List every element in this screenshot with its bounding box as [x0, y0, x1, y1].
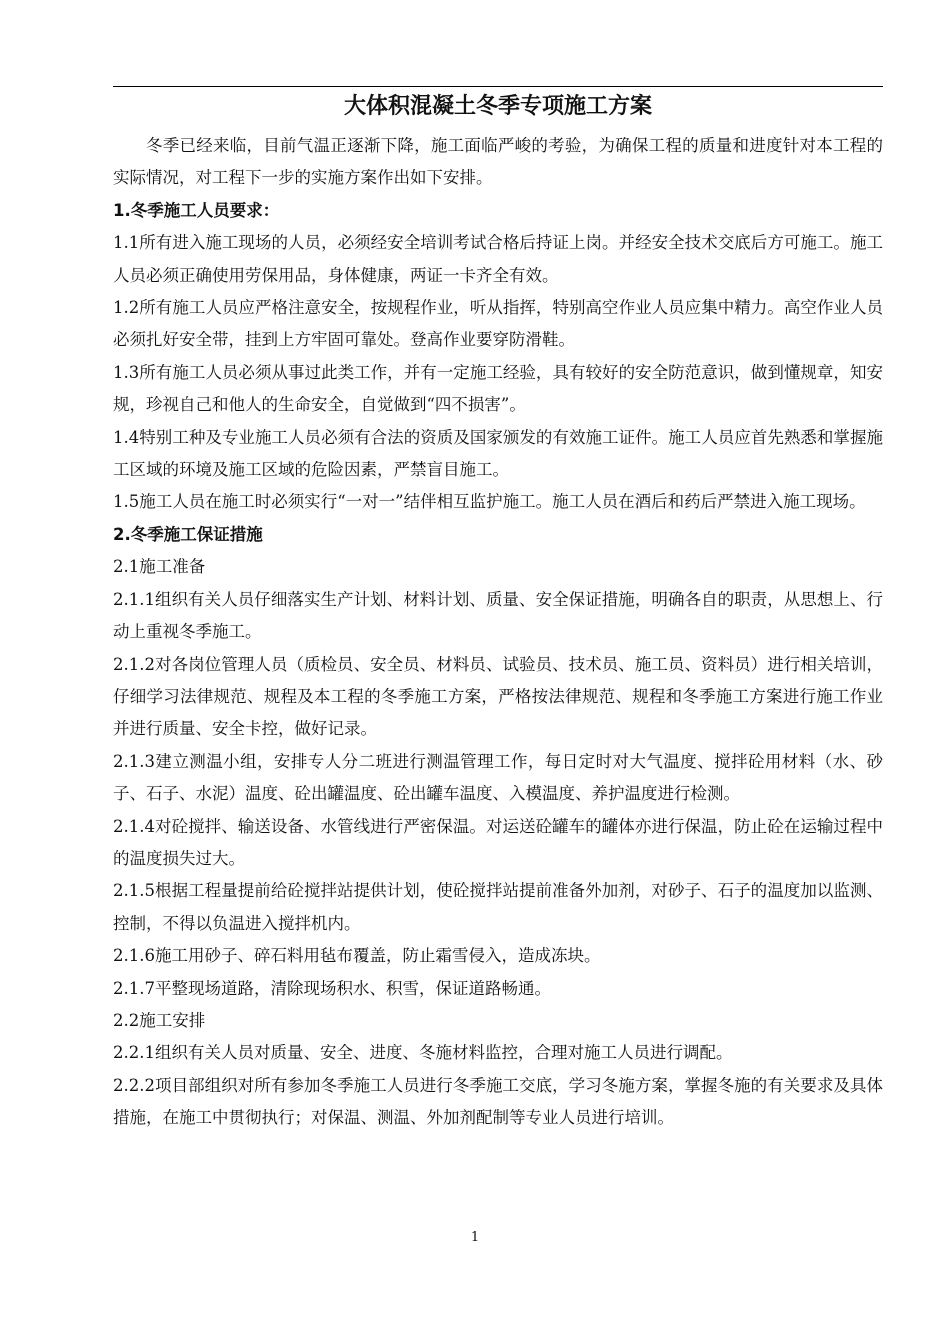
paragraph-2-1-5: 2.1.5根据工程量提前给砼搅拌站提供计划，使砼搅拌站提前准备外加剂，对砂子、石子的温度加以监测、控制，不得以负温进入搅拌机内。 — [113, 881, 883, 933]
section-heading-2: 2.冬季施工保证措施 — [113, 524, 263, 544]
paragraph-2-1-6: 2.1.6施工用砂子、碎石料用毡布覆盖，防止霜雪侵入，造成冻块。 — [113, 946, 601, 966]
subheading-2-1: 2.1施工准备 — [113, 557, 206, 577]
paragraph-2-1-7: 2.1.7平整现场道路，清除现场积水、积雪，保证道路畅通。 — [113, 978, 551, 998]
intro-paragraph: 冬季已经来临，目前气温正逐渐下降，施工面临严峻的考验，为确保工程的质量和进度针对本工程的实际情况，对工程下一步的实施方案作出如下安排。 — [113, 136, 883, 188]
document-body — [113, 130, 883, 1135]
paragraph-1-1: 1.1所有进入施工现场的人员，必须经安全培训考试合格后持证上岗。并经安全技术交底后方可施工。施工人员必须正确使用劳保用品，身体健康，两证一卡齐全有效。 — [113, 233, 883, 285]
document-title: 大体积混凝土冬季专项施工方案 — [343, 94, 652, 119]
paragraph-2-1-4: 2.1.4对砼搅拌、输送设备、水管线进行严密保温。对运送砼罐车的罐体亦进行保温，防止砼在运输过程中的温度损失过大。 — [113, 816, 883, 868]
header-rule — [113, 86, 883, 87]
section-heading-1: 1.冬季施工人员要求： — [113, 200, 280, 220]
paragraph-1-3: 1.3所有施工人员必须从事过此类工作，并有一定施工经验，具有较好的安全防范意识，做到懂规章，知安规，珍视自己和他人的生命安全，自觉做到“四不损害”。 — [113, 362, 883, 415]
paragraph-2-2-2: 2.2.2项目部组织对所有参加冬季施工人员进行冬季施工交底，学习冬施方案，掌握冬施的有关要求及具体措施，在施工中贯彻执行；对保温、测温、外加剂配制等专业人员进行培训。 — [113, 1075, 883, 1128]
paragraph-1-2: 1.2所有施工人员应严格注意安全，按规程作业，听从指挥，特别高空作业人员应集中精力。高空作业人员必须扎好安全带，挂到上方牢固可靠处。登高作业要穿防滑鞋。 — [113, 298, 883, 350]
paragraph-2-1-3: 2.1.3建立测温小组，安排专人分二班进行测温管理工作，每日定时对大气温度、搅拌砼用材料（水、砂子、石子、水泥）温度、砼出罐温度、砼出罐车温度、入模温度、养护温度进行检测。 — [113, 751, 883, 804]
page-number: 1 — [470, 1230, 480, 1245]
paragraph-1-4: 1.4特别工种及专业施工人员必须有合法的资质及国家颁发的有效施工证件。施工人员应首先熟悉和掌握施工区域的环境及施工区域的危险因素，严禁盲目施工。 — [113, 427, 883, 480]
paragraph-1-5: 1.5施工人员在施工时必须实行“一对一”结伴相互监护施工。施工人员在酒后和药后严禁进入施工现场。 — [113, 492, 866, 512]
subheading-2-2: 2.2施工安排 — [113, 1010, 206, 1030]
paragraph-2-2-1: 2.2.1组织有关人员对质量、安全、进度、冬施材料监控，合理对施工人员进行调配。 — [113, 1043, 733, 1063]
paragraph-2-1-1: 2.1.1组织有关人员仔细落实生产计划、材料计划、质量、安全保证措施，明确各自的职责，从思想上、行动上重视冬季施工。 — [113, 589, 883, 642]
paragraph-2-1-2: 2.1.2对各岗位管理人员（质检员、安全员、材料员、试验员、技术员、施工员、资料员）进行相关培训，仔细学习法律规范、规程及本工程的冬季施工方案，严格按法律规范、规程和冬季施工方案进行施工作业并进行质量、安全卡控，做好记录。 — [113, 654, 883, 739]
